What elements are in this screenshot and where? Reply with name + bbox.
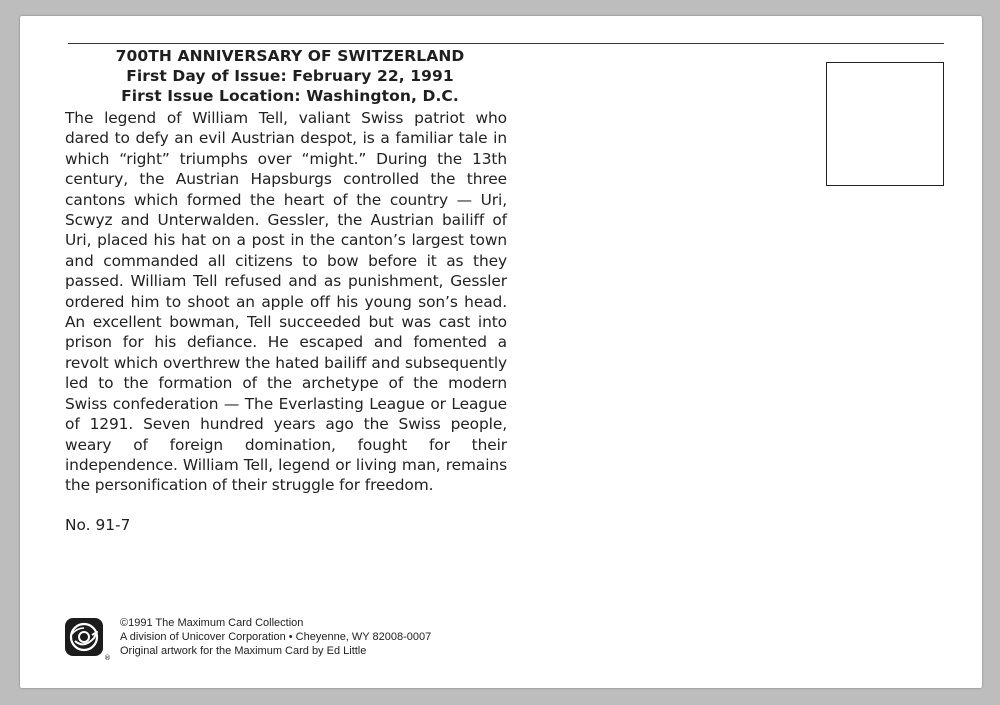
post-horn-logo-icon <box>63 616 109 662</box>
stamp-placement-box <box>826 62 944 186</box>
description-text: The legend of William Tell, valiant Swiss patriot who dared to defy an evil Austrian despot, is a familiar tale in which “right” triumphs over “might.” During the 13th century, the Austrian Hapsburgs controlled the three cantons which formed the heart of the country — Uri, Scwyz and Unterwalden. Gessler, the Austrian bailiff of Uri, placed his hat on a post in the canton’s largest town and commanded all citizens to bow before it as they passed. William Tell refused and as punishment, Gessler ordered him to shoot an apple off his young son’s head. An excellent bowman, Tell succeeded but was cast into prison for his defiance. He escaped and fomented a revolt which overthrew the hated bailiff and subsequently led to the formation of the archetype of the modern Swiss confederation — The Everlasting League or League of 1291. Seven hundred years ago the Swiss people, weary of foreign domination, fought for their independence. William Tell, legend or living man, remains the personification of their struggle for freedom. <box>65 109 507 495</box>
card-header <box>70 46 510 106</box>
first-day-of-issue: First Day of Issue: February 22, 1991 <box>126 67 454 85</box>
first-issue-location: First Issue Location: Washington, D.C. <box>121 87 459 105</box>
card-title: 700TH ANNIVERSARY OF SWITZERLAND <box>115 47 465 65</box>
logo-graphic <box>63 616 109 662</box>
catalog-number: No. 91-7 <box>65 516 131 534</box>
artwork-credit-line: Original artwork for the Maximum Card by Ed Little <box>120 645 367 657</box>
top-divider-line <box>68 43 944 44</box>
copyright-line: ©1991 The Maximum Card Collection <box>120 617 304 629</box>
postcard-back <box>20 16 982 688</box>
publisher-footer <box>120 616 431 658</box>
division-line: A division of Unicover Corporation • Cheyenne, WY 82008-0007 <box>120 631 432 643</box>
registered-mark: ® <box>104 654 111 662</box>
